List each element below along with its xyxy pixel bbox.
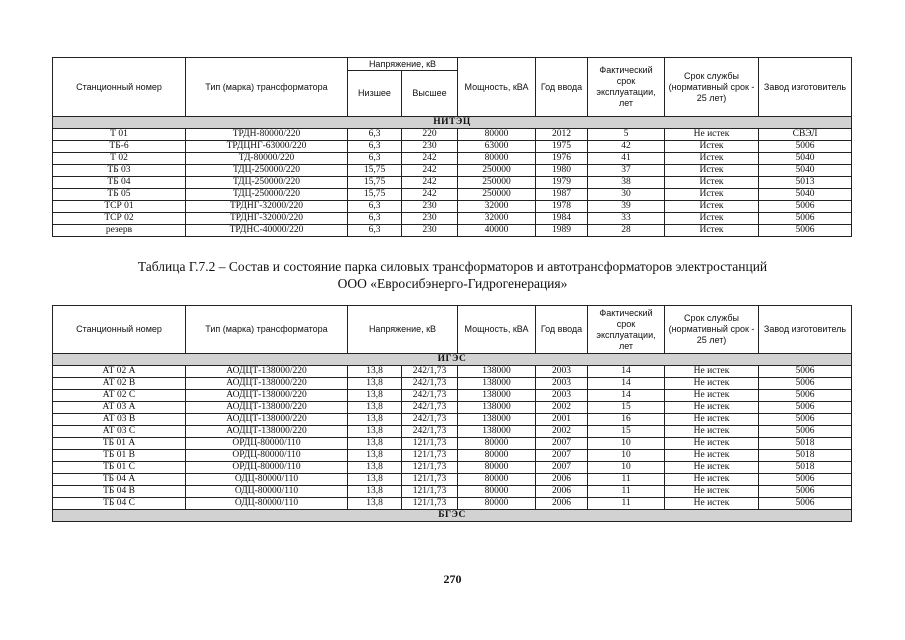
cell-voltage-high: 121/1,73 [402, 462, 458, 474]
table-row [53, 498, 852, 510]
table-row [53, 426, 852, 438]
cell-power: 250000 [458, 165, 536, 177]
cell-transformer-type: ОРДЦ-80000/110 [186, 462, 348, 474]
cell-manufacturer: 5018 [759, 462, 852, 474]
cell-manufacturer: 5040 [759, 165, 852, 177]
cell-transformer-type: ОРДЦ-80000/110 [186, 438, 348, 450]
cell-year: 1976 [536, 153, 588, 165]
cell-voltage-low: 15,75 [348, 165, 402, 177]
cell-voltage-low: 6,3 [348, 213, 402, 225]
cell-power: 80000 [458, 486, 536, 498]
cell-actual-life: 14 [588, 366, 665, 378]
cell-manufacturer: 5006 [759, 378, 852, 390]
transformer-table-igges [52, 305, 852, 522]
cell-voltage-low: 13,8 [348, 426, 402, 438]
cell-year: 2006 [536, 486, 588, 498]
cell-transformer-type: ТРДНГ-32000/220 [186, 201, 348, 213]
cell-year: 2003 [536, 390, 588, 402]
cell-service-life: Истек [665, 213, 759, 225]
cell-transformer-type: ТДЦ-250000/220 [186, 189, 348, 201]
cell-service-life: Не истек [665, 378, 759, 390]
cell-manufacturer: 5006 [759, 414, 852, 426]
cell-voltage-low: 13,8 [348, 390, 402, 402]
cell-manufacturer: 5040 [759, 153, 852, 165]
cell-actual-life: 30 [588, 189, 665, 201]
cell-voltage-high: 230 [402, 213, 458, 225]
cell-voltage-high: 242/1,73 [402, 414, 458, 426]
section-label: БГЭС [53, 510, 852, 522]
table-row [53, 141, 852, 153]
cell-voltage-high: 121/1,73 [402, 450, 458, 462]
cell-service-life: Не истек [665, 366, 759, 378]
header-station-number: Станционный номер [53, 306, 186, 354]
table-row [53, 213, 852, 225]
table-row [53, 378, 852, 390]
cell-power: 250000 [458, 177, 536, 189]
cell-power: 138000 [458, 366, 536, 378]
cell-actual-life: 14 [588, 390, 665, 402]
cell-power: 80000 [458, 450, 536, 462]
cell-voltage-high: 242 [402, 189, 458, 201]
cell-transformer-type: ОДЦ-80000/110 [186, 486, 348, 498]
cell-manufacturer: 5013 [759, 177, 852, 189]
cell-power: 138000 [458, 390, 536, 402]
table-row [53, 414, 852, 426]
cell-manufacturer: СВЭЛ [759, 129, 852, 141]
cell-voltage-high: 242 [402, 153, 458, 165]
table-caption-company: ООО «Евросибэнерго-Гидрогенерация» [337, 276, 568, 291]
cell-power: 138000 [458, 426, 536, 438]
cell-year: 2007 [536, 438, 588, 450]
cell-voltage-low: 6,3 [348, 141, 402, 153]
cell-voltage-high: 121/1,73 [402, 486, 458, 498]
cell-manufacturer: 5006 [759, 225, 852, 237]
cell-manufacturer: 5006 [759, 141, 852, 153]
table-row [53, 366, 852, 378]
cell-manufacturer: 5018 [759, 438, 852, 450]
cell-voltage-high: 242/1,73 [402, 390, 458, 402]
cell-year: 2003 [536, 378, 588, 390]
cell-actual-life: 11 [588, 474, 665, 486]
cell-power: 80000 [458, 462, 536, 474]
cell-station-number: ТБ 01 В [53, 450, 186, 462]
cell-station-number: АТ 03 А [53, 402, 186, 414]
cell-voltage-low: 13,8 [348, 366, 402, 378]
header-voltage: Напряжение, кВ [348, 58, 458, 71]
cell-transformer-type: АОДЦТ-138000/220 [186, 366, 348, 378]
table-row [53, 390, 852, 402]
cell-year: 2002 [536, 402, 588, 414]
cell-service-life: Не истек [665, 474, 759, 486]
header-actual-life: Фактический срок эксплуатации, лет [588, 306, 665, 354]
cell-voltage-low: 13,8 [348, 486, 402, 498]
cell-voltage-low: 13,8 [348, 402, 402, 414]
cell-transformer-type: ТДЦ-250000/220 [186, 165, 348, 177]
cell-service-life: Не истек [665, 498, 759, 510]
cell-power: 80000 [458, 498, 536, 510]
cell-transformer-type: АОДЦТ-138000/220 [186, 426, 348, 438]
cell-year: 1984 [536, 213, 588, 225]
cell-voltage-high: 230 [402, 201, 458, 213]
cell-power: 80000 [458, 153, 536, 165]
cell-voltage-high: 242/1,73 [402, 402, 458, 414]
cell-station-number: ТБ-6 [53, 141, 186, 153]
cell-service-life: Истек [665, 153, 759, 165]
table-row [53, 486, 852, 498]
cell-station-number: АТ 02 А [53, 366, 186, 378]
cell-power: 138000 [458, 378, 536, 390]
cell-voltage-high: 242/1,73 [402, 426, 458, 438]
cell-manufacturer: 5006 [759, 402, 852, 414]
table-row [53, 189, 852, 201]
cell-actual-life: 15 [588, 402, 665, 414]
cell-power: 138000 [458, 414, 536, 426]
cell-manufacturer: 5006 [759, 366, 852, 378]
cell-manufacturer: 5006 [759, 201, 852, 213]
page-number: 270 [443, 572, 462, 586]
cell-station-number: АТ 03 В [53, 414, 186, 426]
cell-service-life: Не истек [665, 486, 759, 498]
cell-manufacturer: 5006 [759, 426, 852, 438]
header-voltage: Напряжение, кВ [348, 306, 458, 354]
header-manufacturer: Завод изготовитель [759, 306, 852, 354]
cell-voltage-low: 13,8 [348, 462, 402, 474]
cell-voltage-low: 13,8 [348, 450, 402, 462]
cell-actual-life: 16 [588, 414, 665, 426]
cell-year: 1978 [536, 201, 588, 213]
cell-voltage-high: 121/1,73 [402, 474, 458, 486]
cell-service-life: Не истек [665, 462, 759, 474]
cell-actual-life: 10 [588, 450, 665, 462]
header-power: Мощность, кВА [458, 58, 536, 117]
cell-service-life: Не истек [665, 450, 759, 462]
cell-manufacturer: 5006 [759, 213, 852, 225]
cell-year: 1975 [536, 141, 588, 153]
cell-actual-life: 15 [588, 426, 665, 438]
cell-power: 80000 [458, 438, 536, 450]
header-voltage-high: Высшее [402, 71, 458, 117]
cell-station-number: Т 02 [53, 153, 186, 165]
cell-voltage-low: 6,3 [348, 153, 402, 165]
cell-station-number: ТБ 05 [53, 189, 186, 201]
cell-transformer-type: ТРДН-80000/220 [186, 129, 348, 141]
cell-power: 138000 [458, 402, 536, 414]
cell-voltage-low: 15,75 [348, 177, 402, 189]
cell-actual-life: 33 [588, 213, 665, 225]
cell-station-number: ТБ 04 В [53, 486, 186, 498]
cell-year: 2007 [536, 462, 588, 474]
cell-service-life: Истек [665, 189, 759, 201]
cell-manufacturer: 5018 [759, 450, 852, 462]
cell-year: 2007 [536, 450, 588, 462]
cell-transformer-type: АОДЦТ-138000/220 [186, 414, 348, 426]
cell-actual-life: 39 [588, 201, 665, 213]
table-row [53, 438, 852, 450]
table-row [53, 153, 852, 165]
cell-actual-life: 37 [588, 165, 665, 177]
cell-service-life: Не истек [665, 414, 759, 426]
cell-year: 1989 [536, 225, 588, 237]
table-row [53, 402, 852, 414]
cell-transformer-type: АОДЦТ-138000/220 [186, 402, 348, 414]
cell-year: 2006 [536, 474, 588, 486]
cell-voltage-low: 6,3 [348, 201, 402, 213]
cell-transformer-type: ОРДЦ-80000/110 [186, 450, 348, 462]
cell-station-number: ТБ 04 С [53, 498, 186, 510]
table-caption: Таблица Г.7.2 – Состав и состояние парка силовых трансформаторов и автотрансформаторов электростанций [137, 259, 768, 274]
cell-voltage-low: 15,75 [348, 189, 402, 201]
cell-station-number: АТ 02 В [53, 378, 186, 390]
header-year: Год ввода [536, 58, 588, 117]
cell-power: 80000 [458, 474, 536, 486]
table-row [53, 201, 852, 213]
cell-manufacturer: 5006 [759, 474, 852, 486]
cell-voltage-low: 13,8 [348, 474, 402, 486]
cell-transformer-type: ОДЦ-80000/110 [186, 474, 348, 486]
cell-voltage-high: 242/1,73 [402, 378, 458, 390]
cell-voltage-low: 13,8 [348, 378, 402, 390]
transformer-table-nitets [52, 57, 852, 237]
cell-year: 2006 [536, 498, 588, 510]
cell-power: 80000 [458, 129, 536, 141]
table-row [53, 474, 852, 486]
cell-station-number: АТ 03 С [53, 426, 186, 438]
cell-power: 40000 [458, 225, 536, 237]
cell-station-number: ТБ 04 А [53, 474, 186, 486]
cell-actual-life: 28 [588, 225, 665, 237]
cell-transformer-type: ТРДЦНГ-63000/220 [186, 141, 348, 153]
cell-station-number: ТБ 04 [53, 177, 186, 189]
cell-service-life: Не истек [665, 438, 759, 450]
cell-year: 1987 [536, 189, 588, 201]
cell-station-number: ТСР 02 [53, 213, 186, 225]
table-row [53, 462, 852, 474]
cell-actual-life: 14 [588, 378, 665, 390]
header-manufacturer: Завод изготовитель [759, 58, 852, 117]
cell-actual-life: 10 [588, 438, 665, 450]
header-power: Мощность, кВА [458, 306, 536, 354]
cell-manufacturer: 5006 [759, 390, 852, 402]
header-service-life: Срок службы (нормативный срок - 25 лет) [665, 306, 759, 354]
cell-voltage-high: 121/1,73 [402, 498, 458, 510]
table-row [53, 129, 852, 141]
cell-voltage-high: 220 [402, 129, 458, 141]
cell-manufacturer: 5040 [759, 189, 852, 201]
section-label: ИГЭС [53, 354, 852, 366]
cell-voltage-high: 242 [402, 177, 458, 189]
header-transformer-type: Тип (марка) трансформатора [186, 58, 348, 117]
cell-year: 2003 [536, 366, 588, 378]
table-row [53, 450, 852, 462]
cell-year: 2001 [536, 414, 588, 426]
cell-station-number: ТБ 01 С [53, 462, 186, 474]
cell-transformer-type: АОДЦТ-138000/220 [186, 390, 348, 402]
cell-actual-life: 11 [588, 498, 665, 510]
cell-voltage-high: 242 [402, 165, 458, 177]
cell-service-life: Не истек [665, 426, 759, 438]
cell-service-life: Истек [665, 165, 759, 177]
cell-transformer-type: ТРДНС-40000/220 [186, 225, 348, 237]
header-station-number: Станционный номер [53, 58, 186, 117]
cell-actual-life: 5 [588, 129, 665, 141]
cell-service-life: Истек [665, 177, 759, 189]
cell-transformer-type: ОДЦ-80000/110 [186, 498, 348, 510]
cell-voltage-high: 242/1,73 [402, 366, 458, 378]
cell-voltage-low: 13,8 [348, 438, 402, 450]
cell-voltage-high: 230 [402, 141, 458, 153]
cell-power: 32000 [458, 213, 536, 225]
cell-voltage-low: 6,3 [348, 225, 402, 237]
cell-actual-life: 38 [588, 177, 665, 189]
table-row [53, 177, 852, 189]
cell-power: 250000 [458, 189, 536, 201]
cell-station-number: ТБ 03 [53, 165, 186, 177]
section-label: НИТЭЦ [53, 117, 852, 129]
cell-year: 2002 [536, 426, 588, 438]
cell-year: 1980 [536, 165, 588, 177]
header-service-life: Срок службы (нормативный срок - 25 лет) [665, 58, 759, 117]
cell-voltage-low: 13,8 [348, 498, 402, 510]
cell-voltage-low: 6,3 [348, 129, 402, 141]
cell-voltage-high: 230 [402, 225, 458, 237]
cell-station-number: ТСР 01 [53, 201, 186, 213]
cell-actual-life: 41 [588, 153, 665, 165]
cell-manufacturer: 5006 [759, 486, 852, 498]
cell-actual-life: 11 [588, 486, 665, 498]
header-year: Год ввода [536, 306, 588, 354]
cell-transformer-type: ТД-80000/220 [186, 153, 348, 165]
cell-station-number: ТБ 01 А [53, 438, 186, 450]
cell-service-life: Истек [665, 141, 759, 153]
cell-transformer-type: ТРДНГ-32000/220 [186, 213, 348, 225]
cell-service-life: Не истек [665, 402, 759, 414]
cell-service-life: Истек [665, 201, 759, 213]
cell-voltage-low: 13,8 [348, 414, 402, 426]
cell-service-life: Не истек [665, 129, 759, 141]
cell-station-number: резерв [53, 225, 186, 237]
cell-station-number: Т 01 [53, 129, 186, 141]
cell-service-life: Не истек [665, 390, 759, 402]
cell-voltage-high: 121/1,73 [402, 438, 458, 450]
cell-actual-life: 42 [588, 141, 665, 153]
cell-station-number: АТ 02 С [53, 390, 186, 402]
cell-transformer-type: АОДЦТ-138000/220 [186, 378, 348, 390]
table-row [53, 165, 852, 177]
table-row [53, 225, 852, 237]
cell-power: 63000 [458, 141, 536, 153]
cell-power: 32000 [458, 201, 536, 213]
header-transformer-type: Тип (марка) трансформатора [186, 306, 348, 354]
header-actual-life: Фактический срок эксплуатации, лет [588, 58, 665, 117]
header-voltage-low: Низшее [348, 71, 402, 117]
cell-transformer-type: ТДЦ-250000/220 [186, 177, 348, 189]
cell-manufacturer: 5006 [759, 498, 852, 510]
cell-year: 2012 [536, 129, 588, 141]
cell-service-life: Истек [665, 225, 759, 237]
cell-year: 1979 [536, 177, 588, 189]
cell-actual-life: 10 [588, 462, 665, 474]
